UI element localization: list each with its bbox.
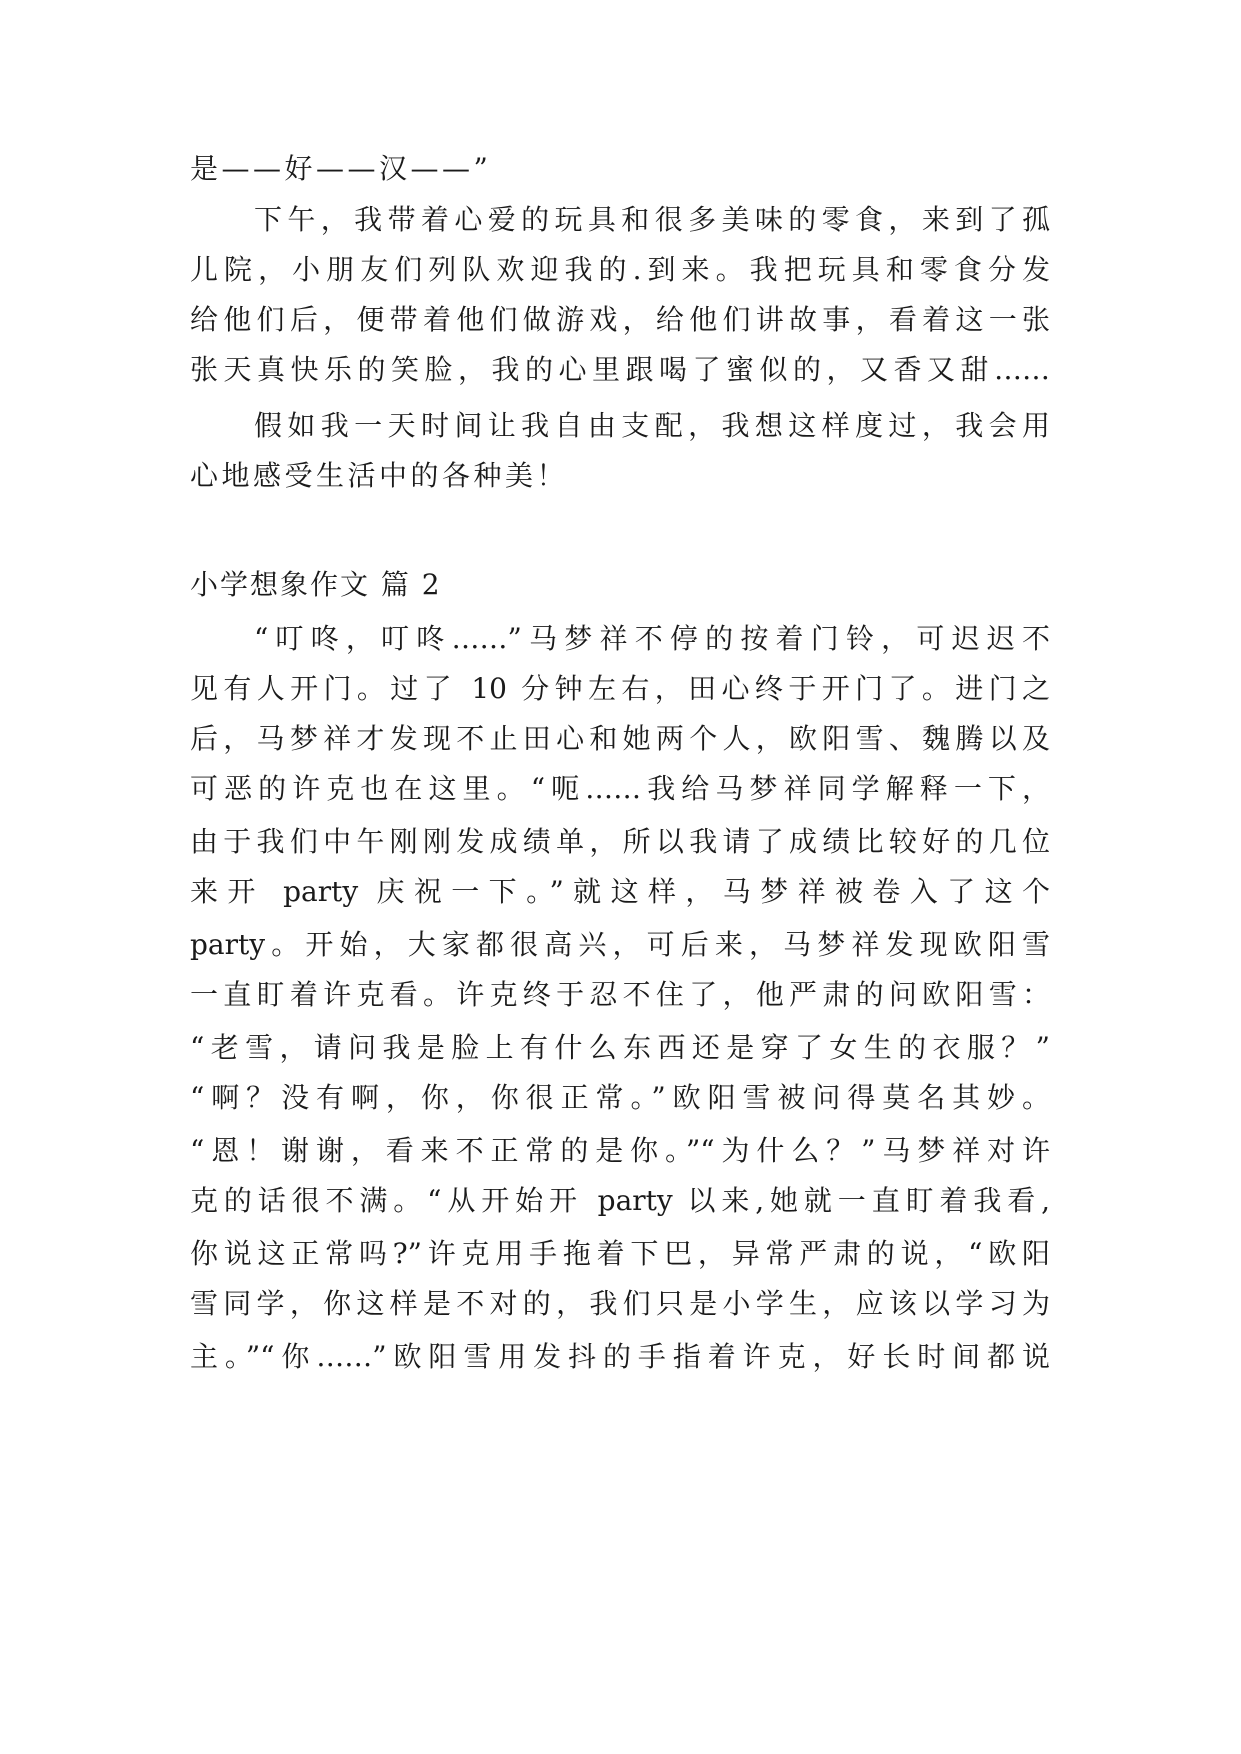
paragraph3-line15: 主。”“你……”欧阳雪用发抖的手指着许克，好长时间都说	[190, 1340, 1050, 1373]
section-heading: 小学想象作文 篇 2	[190, 568, 442, 601]
paragraph3-line13: 你说这正常吗?”许克用手拖着下巴，异常严肃的说，“欧阳	[190, 1237, 1050, 1270]
paragraph3-line10: “啊？没有啊，你，你很正常。”欧阳雪被问得莫名其妙。	[190, 1081, 1050, 1114]
text-line-top: 是——好——汉——”	[190, 152, 492, 185]
paragraph1-line1: 下午，我带着心爱的玩具和很多美味的零食，来到了孤	[254, 203, 1050, 236]
paragraph3-line4: 可恶的许克也在这里。“呃……我给马梦祥同学解释一下，	[190, 772, 1050, 805]
paragraph2-line2: 心地感受生活中的各种美！	[190, 459, 569, 492]
paragraph1-line3: 给他们后，便带着他们做游戏，给他们讲故事，看着这一张	[190, 303, 1050, 336]
paragraph3-line8: 一直盯着许克看。许克终于忍不住了，他严肃的问欧阳雪：	[190, 978, 1050, 1011]
paragraph1-line2: 儿院，小朋友们列队欢迎我的.到来。我把玩具和零食分发	[190, 253, 1050, 286]
paragraph3-line5: 由于我们中午刚刚发成绩单，所以我请了成绩比较好的几位	[190, 825, 1050, 858]
paragraph3-line9: “老雪，请问我是脸上有什么东西还是穿了女生的衣服？”	[190, 1031, 1050, 1064]
paragraph3-line1: “叮咚，叮咚……”马梦祥不停的按着门铃，可迟迟不	[254, 622, 1050, 655]
paragraph3-line12: 克的话很不满。“从开始开 party 以来,她就一直盯着我看,	[190, 1184, 1050, 1217]
paragraph3-line11: “恩！谢谢，看来不正常的是你。”“为什么？”马梦祥对许	[190, 1134, 1050, 1167]
paragraph1-line4: 张天真快乐的笑脸，我的心里跟喝了蜜似的，又香又甜……	[190, 353, 1050, 386]
paragraph3-line14: 雪同学，你这样是不对的，我们只是小学生，应该以学习为	[190, 1287, 1050, 1320]
paragraph3-line3: 后，马梦祥才发现不止田心和她两个人，欧阳雪、魏腾以及	[190, 722, 1050, 755]
paragraph3-line6: 来开 party 庆祝一下。”就这样，马梦祥被卷入了这个	[190, 875, 1050, 908]
paragraph3-line7: party。开始，大家都很高兴，可后来，马梦祥发现欧阳雪	[190, 928, 1050, 961]
paragraph2-line1: 假如我一天时间让我自由支配，我想这样度过，我会用	[254, 409, 1050, 442]
paragraph3-line2: 见有人开门。过了 10 分钟左右，田心终于开门了。进门之	[190, 672, 1050, 705]
